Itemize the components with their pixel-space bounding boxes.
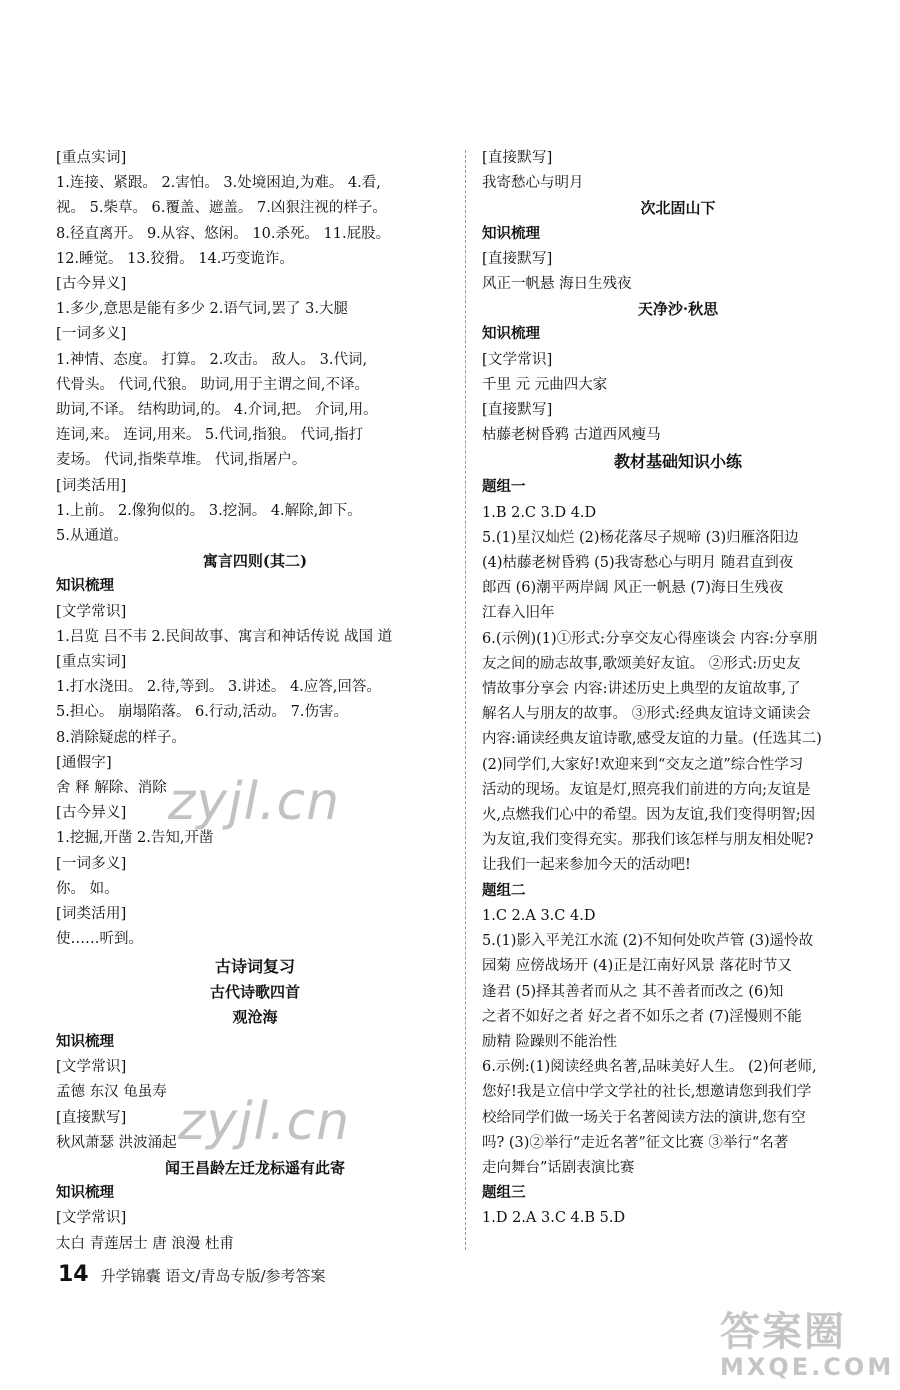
section-bracket-heading: [一词多义] bbox=[56, 326, 127, 343]
answer-line: 校给同学们做一场关于名著阅读方法的演讲,您有空 bbox=[482, 1109, 806, 1126]
answer-line: 之者不如好之者 好之者不如乐之者 (7)淫慢则不能 bbox=[482, 1008, 802, 1025]
answer-line: 连词,来。 连词,用来。 5.代词,指狼。 代词,指打 bbox=[56, 427, 364, 444]
answer-line: 1.D 2.A 3.C 4.B 5.D bbox=[482, 1210, 626, 1227]
footer-text: 升学锦囊 语文/青岛专版/参考答案 bbox=[100, 1267, 326, 1285]
answer-line: 孟德 东汉 龟虽寿 bbox=[56, 1084, 167, 1101]
answer-line: 枯藤老树昏鸦 古道西风瘦马 bbox=[482, 427, 661, 444]
text-title: 次北固山下 bbox=[640, 199, 716, 218]
section-label: 知识梳理 bbox=[56, 1185, 114, 1202]
section-bracket-heading: [直接默写] bbox=[482, 150, 553, 166]
answer-line: 6.示例:(1)阅读经典名著,品味美好人生。 (2)何老师, bbox=[482, 1059, 817, 1076]
answer-line: 1.打水浇田。 2.待,等到。 3.讲述。 4.应答,回答。 bbox=[56, 679, 381, 696]
answer-line: 情故事分享会 内容:讲述历史上典型的友谊故事,了 bbox=[482, 681, 801, 698]
left-column bbox=[56, 146, 454, 1257]
section-bracket-heading: [通假字] bbox=[56, 754, 112, 771]
answer-line: 江春入旧年 bbox=[482, 605, 555, 622]
section-label: 题组一 bbox=[482, 479, 526, 496]
answer-line: 太白 青莲居士 唐 浪漫 杜甫 bbox=[56, 1235, 234, 1252]
answer-line: 郎西 (6)潮平两岸阔 风正一帆悬 (7)海日生残夜 bbox=[482, 580, 784, 597]
answer-line: 走向舞台”话剧表演比赛 bbox=[482, 1159, 635, 1176]
answer-line: 8.径直离开。 9.从容、悠闲。 10.杀死。 11.屁股。 bbox=[56, 225, 391, 242]
section-bracket-heading: [词类活用] bbox=[56, 477, 127, 494]
page-footer bbox=[58, 1262, 326, 1287]
section-bracket-heading: [重点实词] bbox=[56, 654, 127, 671]
answer-line: 1.上前。 2.像狗似的。 3.挖洞。 4.解除,卸下。 bbox=[56, 502, 362, 519]
logo-site: MXQE.COM bbox=[720, 1353, 895, 1381]
section-label: 知识梳理 bbox=[56, 578, 114, 595]
answer-line: 为友谊,我们变得充实。那我们该怎样与朋友相处呢? bbox=[482, 832, 814, 849]
answer-line: 1.挖掘,开凿 2.告知,开凿 bbox=[56, 830, 214, 847]
section-label: 知识梳理 bbox=[482, 326, 540, 343]
section-bracket-heading: [直接默写] bbox=[482, 250, 553, 267]
answer-line: 5.从通道。 bbox=[56, 528, 128, 545]
answer-line: 1.神情、态度。 打算。 2.攻击。 敌人。 3.代词, bbox=[56, 351, 368, 368]
right-column bbox=[482, 146, 874, 1232]
column-divider bbox=[465, 150, 466, 1250]
section-label: 题组二 bbox=[482, 882, 526, 899]
answer-line: 火,点燃我们心中的希望。因为友谊,我们变得明智;因 bbox=[482, 807, 816, 824]
answer-line: 5.担心。 崩塌陷落。 6.行动,活动。 7.伤害。 bbox=[56, 704, 348, 721]
answer-line: 风正一帆悬 海日生残夜 bbox=[482, 276, 632, 293]
text-title: 寓言四则(其二) bbox=[202, 552, 308, 571]
section-bracket-heading: [直接默写] bbox=[56, 1109, 127, 1126]
answer-line: 友之间的励志故事,歌颂美好友谊。 ②形式:历史友 bbox=[482, 655, 801, 672]
answer-line: 舍 释 解除、消除 bbox=[56, 780, 167, 797]
answer-line: 1.B 2.C 3.D 4.D bbox=[482, 504, 597, 521]
text-title: 天净沙·秋思 bbox=[637, 300, 719, 319]
answer-line: 活动的现场。友谊是灯,照亮我们前进的方向;友谊是 bbox=[482, 781, 811, 798]
chapter-heading: 教材基础知识小练 bbox=[613, 452, 742, 472]
answer-line: 解名人与朋友的故事。 ③形式:经典友谊诗文诵读会 bbox=[482, 706, 811, 723]
answer-line: 1.C 2.A 3.C 4.D bbox=[482, 907, 596, 924]
answer-line: 8.消除疑虑的样子。 bbox=[56, 729, 186, 746]
answer-line: 1.连接、紧跟。 2.害怕。 3.处境困迫,为难。 4.看, bbox=[56, 175, 381, 192]
answer-line: 6.(示例)(1)①形式:分享交友心得座谈会 内容:分享朋 bbox=[482, 630, 818, 647]
answer-line: 5.(1)影入平羌江水流 (2)不知何处吹芦管 (3)遥怜故 bbox=[482, 933, 814, 950]
section-bracket-heading: [古今异义] bbox=[56, 805, 127, 822]
answer-line: 千里 元 元曲四大家 bbox=[482, 376, 608, 393]
answer-line: 助词,不译。 结构助词,的。 4.介词,把。 介词,用。 bbox=[56, 402, 378, 419]
answer-line: 让我们一起来参加今天的活动吧! bbox=[482, 857, 691, 874]
answer-line: 内容:诵读经典友谊诗歌,感受友谊的力量。(任选其二) bbox=[482, 731, 822, 748]
section-label: 题组三 bbox=[482, 1185, 526, 1202]
watermark: zyjl.cn bbox=[178, 1092, 351, 1152]
answer-line: 视。 5.柴草。 6.覆盖、遮盖。 7.凶狠注视的样子。 bbox=[56, 200, 387, 217]
section-bracket-heading: [直接默写] bbox=[482, 402, 553, 419]
answer-line: (4)枯藤老树昏鸦 (5)我寄愁心与明月 随君直到夜 bbox=[482, 555, 794, 572]
answer-line: 使……听到。 bbox=[56, 931, 143, 948]
answer-line: 5.(1)星汉灿烂 (2)杨花落尽子规啼 (3)归雁洛阳边 bbox=[482, 529, 799, 546]
answer-line: 1.多少,意思是能有多少 2.语气词,罢了 3.大腿 bbox=[56, 301, 348, 318]
section-bracket-heading: [重点实词] bbox=[56, 150, 127, 166]
section-bracket-heading: [词类活用] bbox=[56, 906, 127, 923]
page-number: 14 bbox=[58, 1262, 89, 1287]
answer-line: 代骨头。 代词,代狼。 助词,用于主谓之间,不译。 bbox=[56, 376, 370, 393]
text-title: 闻王昌龄左迁龙标遥有此寄 bbox=[164, 1158, 345, 1177]
answer-line: 我寄愁心与明月 bbox=[482, 175, 584, 192]
watermark: zyjl.cn bbox=[168, 772, 341, 832]
answer-line: 您好!我是立信中学文学社的社长,想邀请您到我们学 bbox=[482, 1084, 812, 1101]
logo-glyphs: 答案圈 bbox=[720, 1309, 846, 1355]
text-title: 观沧海 bbox=[232, 1007, 278, 1026]
section-bracket-heading: [文学常识] bbox=[482, 351, 553, 368]
answer-line: 逢君 (5)择其善者而从之 其不善者而改之 (6)知 bbox=[482, 983, 784, 1000]
section-label: 知识梳理 bbox=[56, 1033, 114, 1050]
answer-line: 1.吕览 吕不韦 2.民间故事、寓言和神话传说 战国 道 bbox=[56, 628, 393, 645]
section-bracket-heading: [文学常识] bbox=[56, 603, 127, 620]
answer-line: 吗? (3)②举行“走近名著”征文比赛 ③举行“名著 bbox=[482, 1134, 789, 1151]
answer-line: (2)同学们,大家好!欢迎来到“交友之道”综合性学习 bbox=[482, 756, 804, 773]
section-bracket-heading: [文学常识] bbox=[56, 1059, 127, 1076]
chapter-heading: 古诗词复习 bbox=[214, 956, 295, 976]
answer-line: 励精 险躁则不能治性 bbox=[482, 1033, 618, 1050]
answer-line: 园菊 应傍战场开 (4)正是江南好风景 落花时节又 bbox=[482, 958, 792, 975]
answer-line: 12.睡觉。 13.狡猾。 14.巧变诡诈。 bbox=[56, 250, 294, 267]
text-title: 古代诗歌四首 bbox=[209, 982, 300, 1001]
section-bracket-heading: [一词多义] bbox=[56, 855, 127, 872]
site-logo bbox=[720, 1300, 895, 1384]
answer-line: 麦场。 代词,指柴草堆。 代词,指屠户。 bbox=[56, 452, 307, 469]
section-bracket-heading: [古今异义] bbox=[56, 276, 127, 293]
answer-line: 秋风萧瑟 洪波涌起 bbox=[56, 1134, 177, 1151]
answer-line: 你。 如。 bbox=[56, 880, 119, 897]
section-label: 知识梳理 bbox=[482, 225, 540, 242]
section-bracket-heading: [文学常识] bbox=[56, 1210, 127, 1227]
